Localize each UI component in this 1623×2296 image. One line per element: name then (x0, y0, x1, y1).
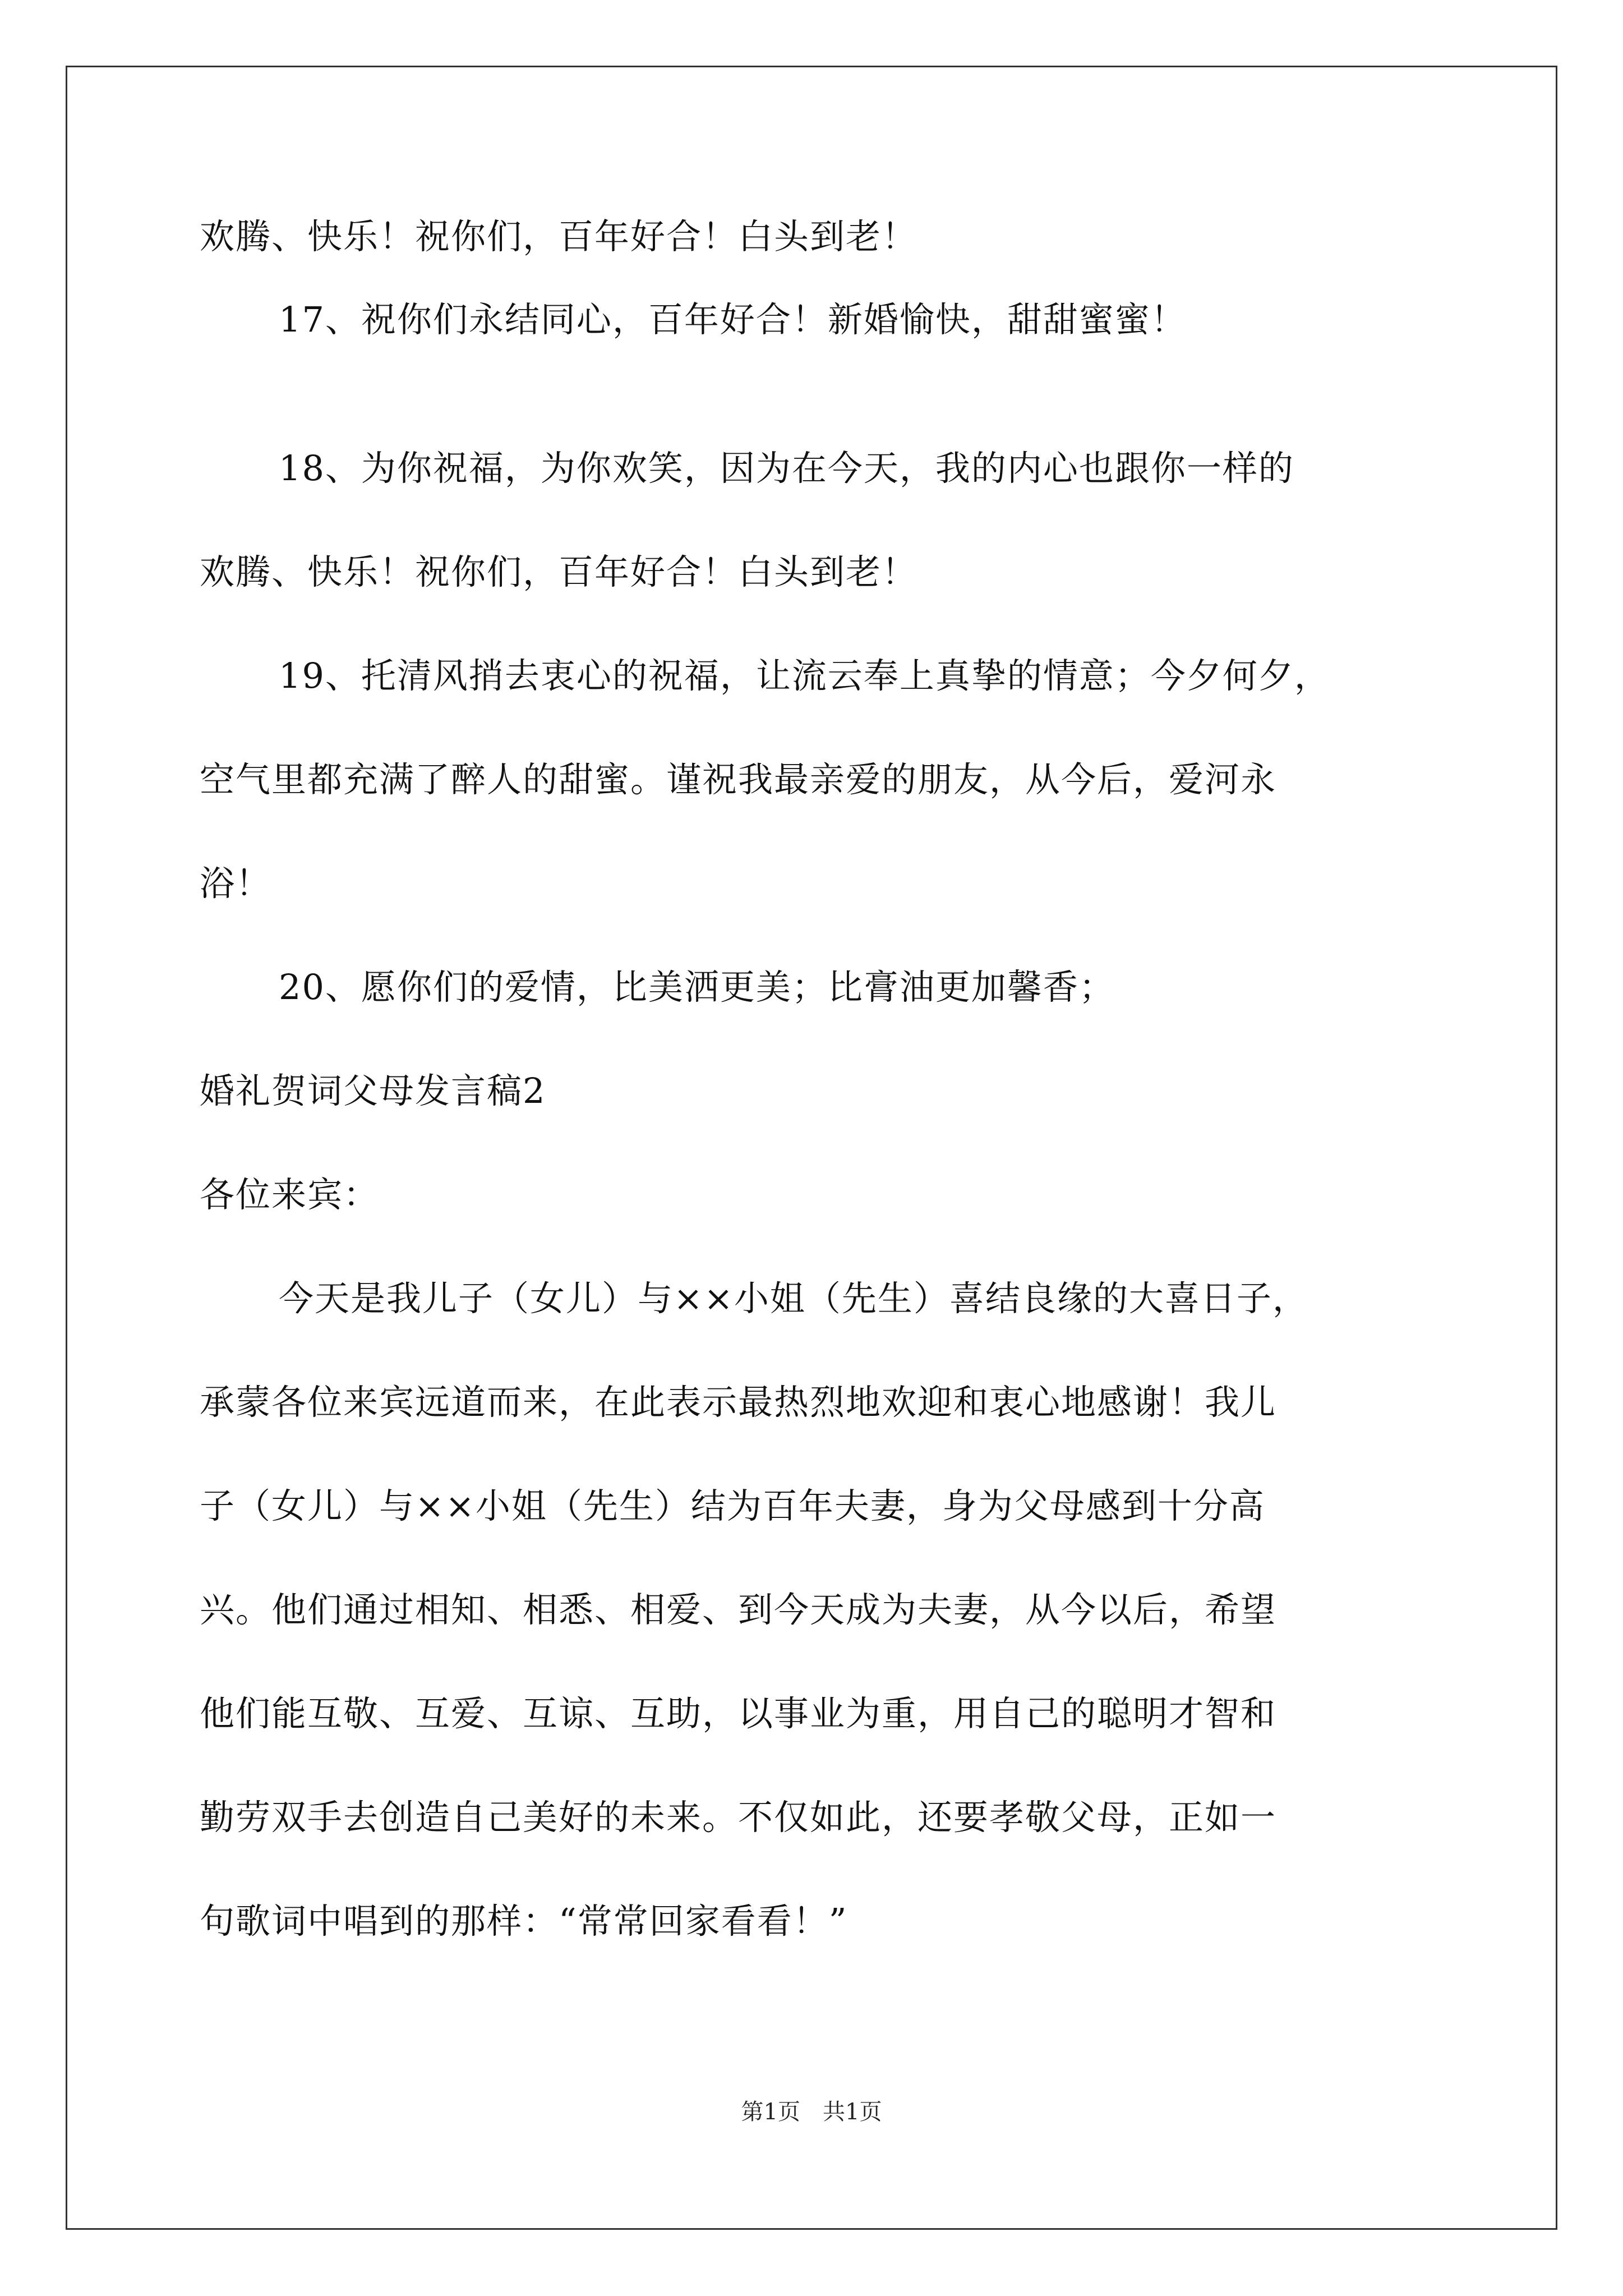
salutation: 各位来宾： (200, 1174, 380, 1215)
text-line-11: 今天是我儿子（女儿）与××小姐（先生）喜结良缘的大喜日子， (279, 1278, 1308, 1319)
text-line-6: 空气里都充满了醉人的甜蜜。谨祝我最亲爱的朋友，从今后，爱河永 (200, 759, 1277, 800)
text-line-2: 17、祝你们永结同心，百年好合！新婚愉快，甜甜蜜蜜！ (279, 299, 1187, 340)
text-line-15: 他们能互敬、互爱、互谅、互助，以事业为重，用自己的聪明才智和 (200, 1693, 1277, 1734)
text-line-12: 承蒙各位来宾远道而来，在此表示最热烈地欢迎和衷心地感谢！我儿 (200, 1382, 1277, 1423)
text-line-7: 浴！ (200, 863, 272, 904)
text-line-13: 子（女儿）与××小姐（先生）结为百年夫妻，身为父母感到十分高 (200, 1485, 1265, 1526)
section-heading: 婚礼贺词父母发言稿2 (200, 1070, 546, 1111)
text-line-17: 句歌词中唱到的那样：“常常回家看看！” (200, 1901, 848, 1941)
text-line-1: 欢腾、快乐！祝你们，百年好合！白头到老！ (200, 216, 918, 257)
text-line-4: 欢腾、快乐！祝你们，百年好合！白头到老！ (200, 551, 918, 592)
text-line-8: 20、愿你们的爱情，比美洒更美；比膏油更加馨香； (279, 967, 1115, 1007)
text-line-3: 18、为你祝福，为你欢笑，因为在今天，我的内心也跟你一样的 (279, 448, 1294, 489)
text-line-16: 勤劳双手去创造自己美好的未来。不仅如此，还要孝敬父母，正如一 (200, 1797, 1277, 1838)
text-line-14: 兴。他们通过相知、相悉、相爱、到今天成为夫妻，从今以后，希望 (200, 1589, 1277, 1630)
text-line-5: 19、托清风捎去衷心的祝福，让流云奉上真挚的情意；今夕何夕， (279, 655, 1330, 696)
page-number-footer: 第1页 共1页 (741, 2099, 882, 2125)
